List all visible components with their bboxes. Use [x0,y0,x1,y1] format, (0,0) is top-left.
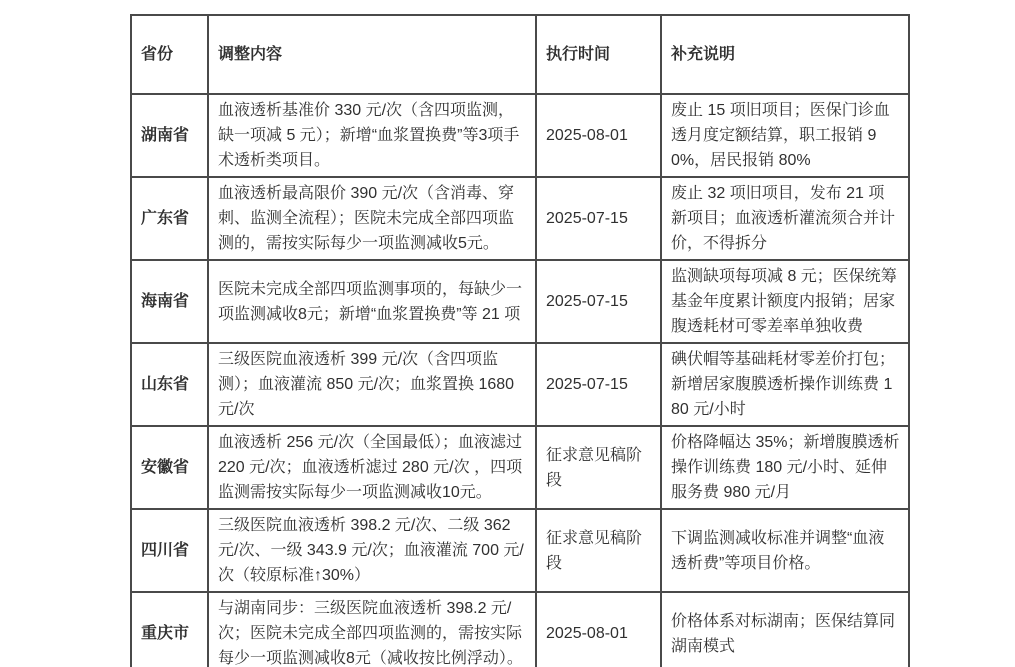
dialysis-price-adjustment-table [130,14,910,667]
col-header-date: 执行时间 [536,15,661,94]
col-header-notes: 补充说明 [661,15,909,94]
cell-content: 三级医院血液透析 398.2 元/次、二级 362 元/次、一级 343.9 元/次；血液灌流 700 元/次（较原标准↑30%） [208,509,536,592]
cell-date: 征求意见稿阶段 [536,509,661,592]
cell-date: 2025-07-15 [536,343,661,426]
cell-province: 湖南省 [131,94,208,177]
cell-content: 血液透析基准价 330 元/次（含四项监测，缺一项减 5 元）；新增“血浆置换费”等3项手术透析类项目。 [208,94,536,177]
cell-province: 四川省 [131,509,208,592]
cell-date: 2025-07-15 [536,177,661,260]
cell-content: 血液透析最高限价 390 元/次（含消毒、穿刺、监测全流程）；医院未完成全部四项监测的，需按实际每少一项监测减收5元。 [208,177,536,260]
cell-notes: 碘伏帽等基础耗材零差价打包；新增居家腹膜透析操作训练费 180 元/小时 [661,343,909,426]
cell-date: 征求意见稿阶段 [536,426,661,509]
cell-province: 海南省 [131,260,208,343]
cell-date: 2025-08-01 [536,592,661,667]
cell-date: 2025-08-01 [536,94,661,177]
cell-content: 三级医院血液透析 399 元/次（含四项监测）；血液灌流 850 元/次；血浆置换 1680 元/次 [208,343,536,426]
cell-notes: 废止 32 项旧项目，发布 21 项新项目；血液透析灌流须合并计价，不得拆分 [661,177,909,260]
cell-content: 与湖南同步：三级医院血液透析 398.2 元/次；医院未完成全部四项监测的，需按实际每少一项监测减收8元（减收按比例浮动）。 [208,592,536,667]
table-row-chongqing [131,592,909,667]
cell-notes: 价格体系对标湖南；医保结算同湖南模式 [661,592,909,667]
table-row-guangdong [131,177,909,260]
cell-province: 广东省 [131,177,208,260]
cell-content: 血液透析 256 元/次（全国最低）；血液滤过 220 元/次；血液透析滤过 280 元/次 ，四项监测需按实际每少一项监测减收10元。 [208,426,536,509]
header-row [131,15,909,94]
cell-content: 医院未完成全部四项监测事项的，每缺少一项监测减收8元；新增“血浆置换费”等 21 项 [208,260,536,343]
table-row-anhui [131,426,909,509]
cell-province: 重庆市 [131,592,208,667]
col-header-content: 调整内容 [208,15,536,94]
table-row-hunan [131,94,909,177]
table-row-hainan [131,260,909,343]
cell-notes: 废止 15 项旧项目；医保门诊血透月度定额结算，职工报销 90%，居民报销 80% [661,94,909,177]
cell-date: 2025-07-15 [536,260,661,343]
cell-notes: 价格降幅达 35%；新增腹膜透析操作训练费 180 元/小时、延伸服务费 980 元/月 [661,426,909,509]
table-row-sichuan [131,509,909,592]
col-header-province: 省份 [131,15,208,94]
cell-notes: 下调监测减收标准并调整“血液透析费”等项目价格。 [661,509,909,592]
cell-notes: 监测缺项每项减 8 元；医保统筹基金年度累计额度内报销；居家腹透耗材可零差率单独收费 [661,260,909,343]
table-row-shandong [131,343,909,426]
cell-province: 山东省 [131,343,208,426]
cell-province: 安徽省 [131,426,208,509]
